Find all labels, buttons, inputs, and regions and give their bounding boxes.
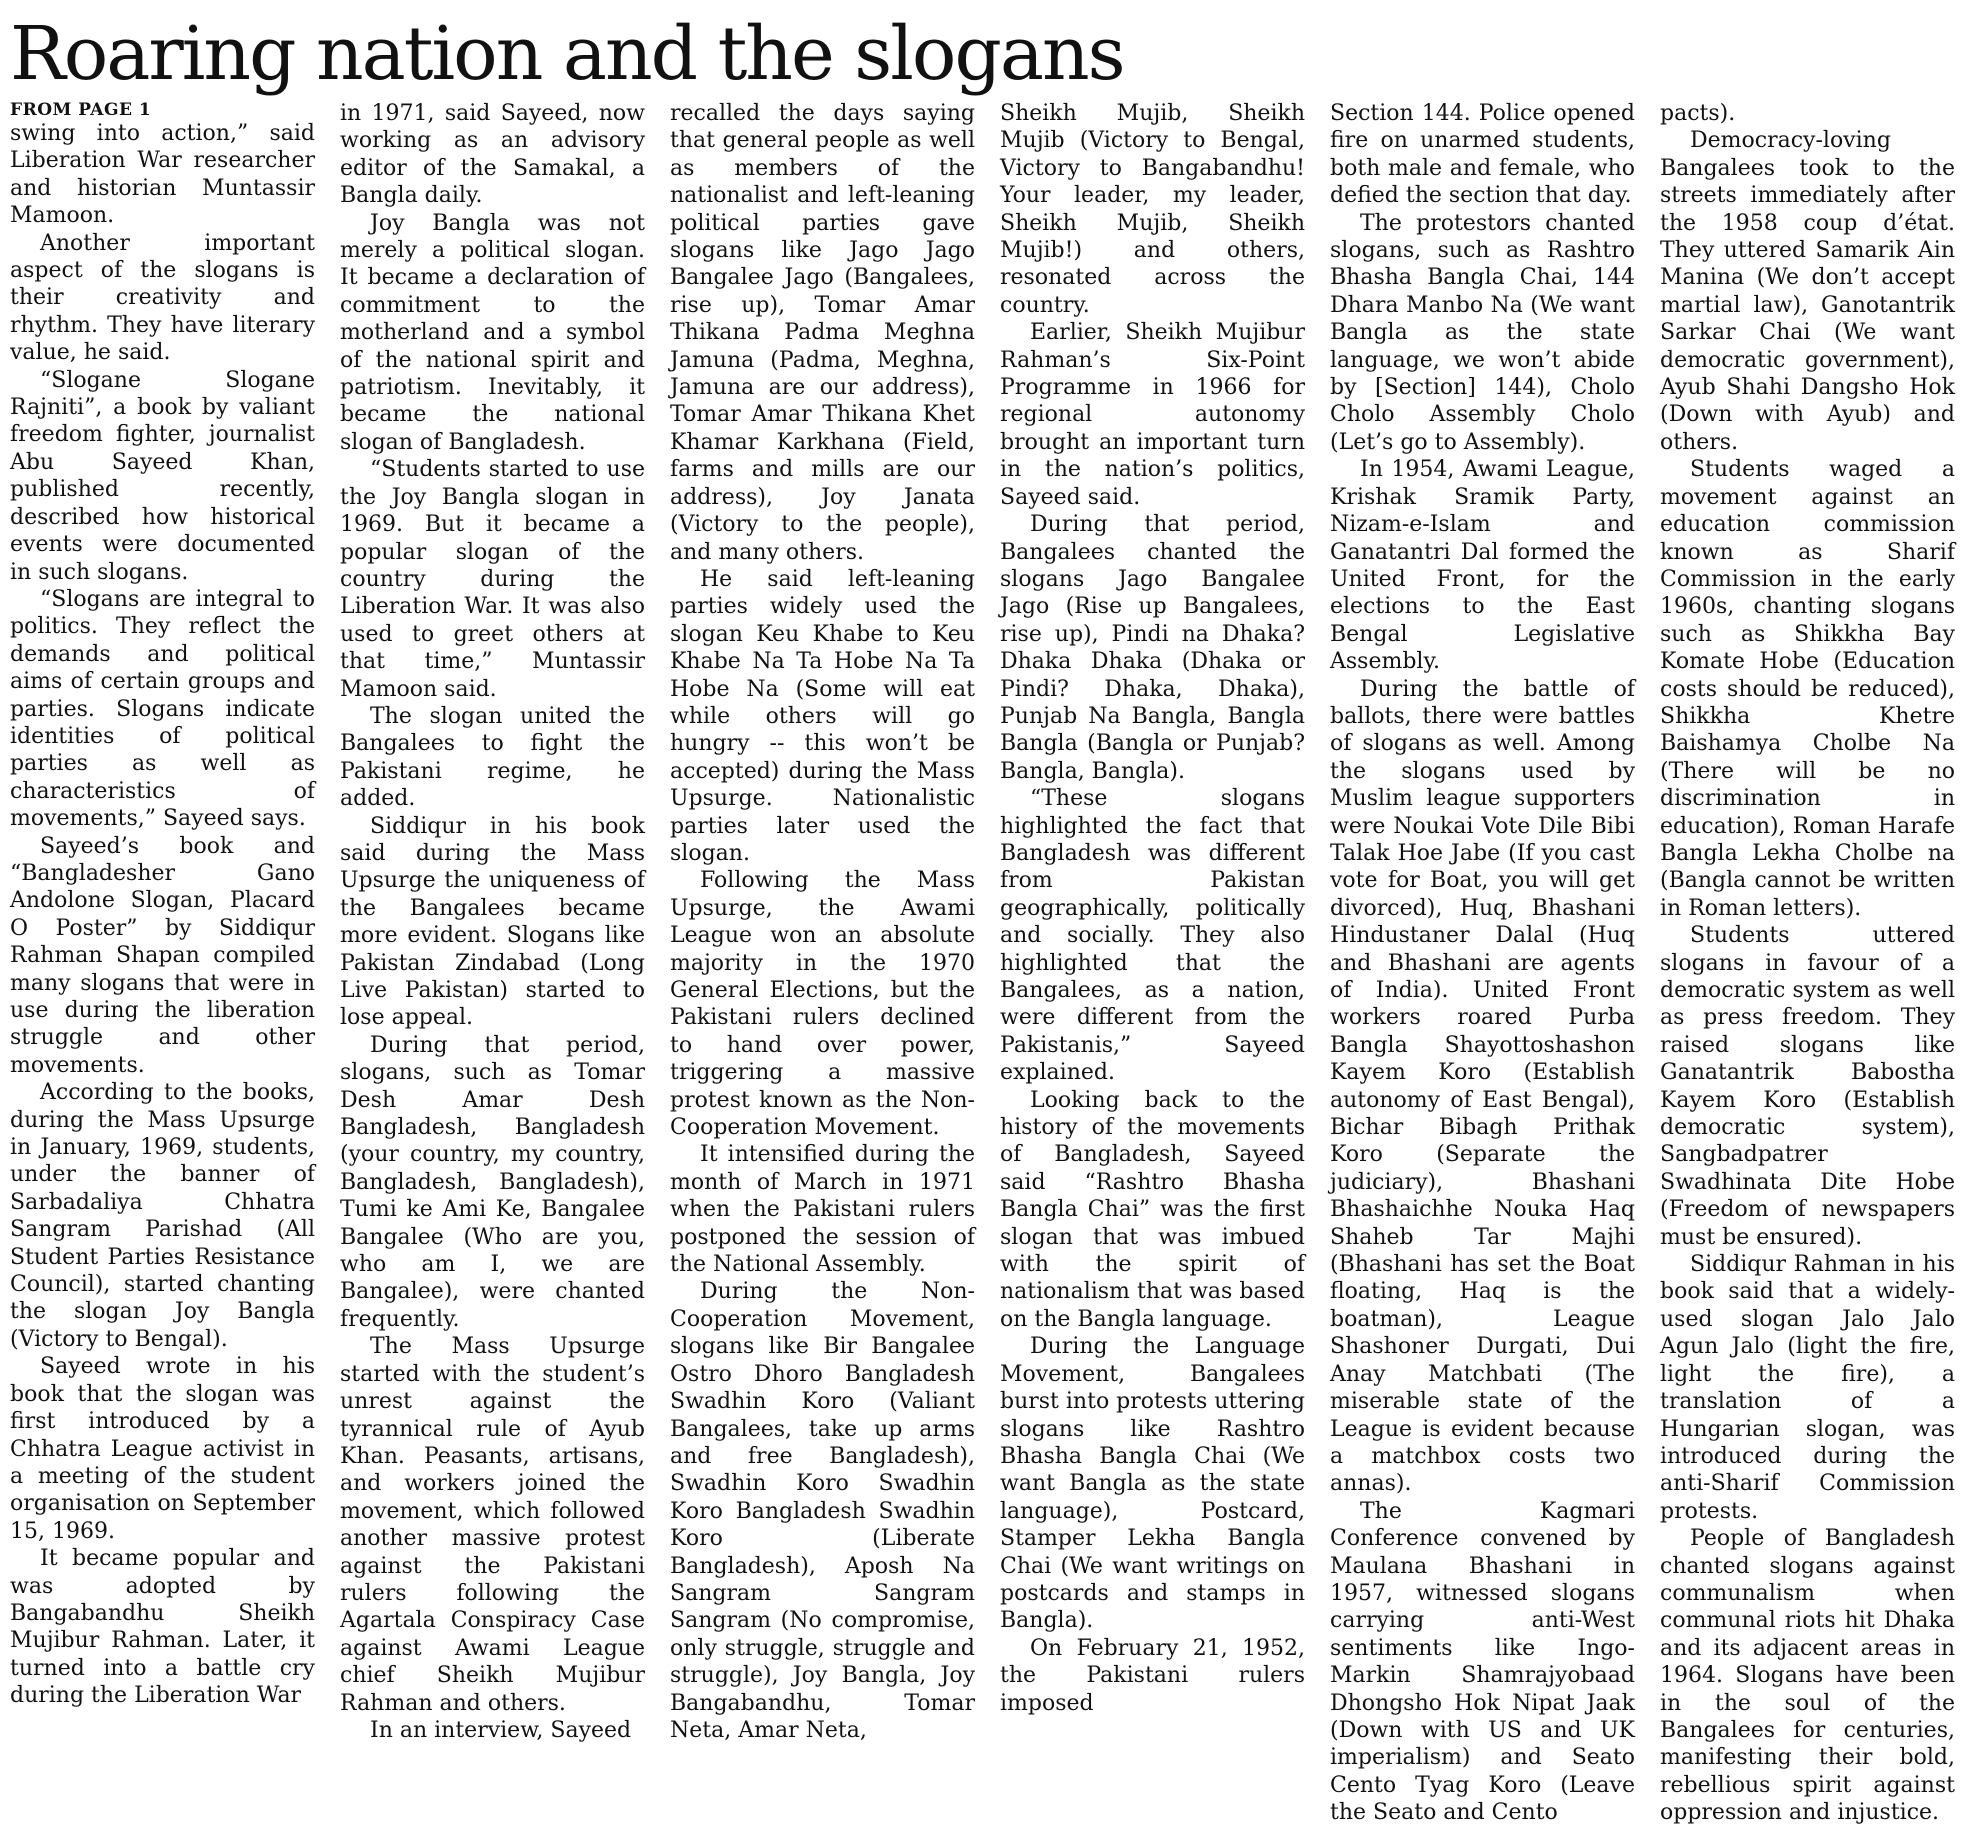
- paragraph: Students uttered slogans in favour of a democratic system as well as press freedom. They raised slogans like Ganatantrik Babostha Kayem Koro (Establish democratic system), Sangbadpatrer Swadhinata Dite Hobe (Freedom of newspapers must be ensured).: [1660, 923, 1955, 1250]
- paragraph: It became popular and was adopted by Bangabandhu Sheikh Mujibur Rahman. Later, it turned into a battle cry during the Liberation War: [10, 1546, 315, 1709]
- headline: Roaring nation and the slogans: [10, 11, 1124, 97]
- paragraph: During that period, Bangalees chanted the slogans Jago Bangalee Jago (Rise up Bangalees, rise up), Pindi na Dhaka? Dhaka Dhaka (Dhaka or Pindi? Dhaka, Dhaka), Punjab Na Bangla, Bangla Bangla (Bangla or Punjab? Bangla, Bangla).: [1000, 512, 1305, 784]
- column-6: [1660, 100, 1955, 1826]
- column-1: [10, 100, 315, 1709]
- paragraph: Joy Bangla was not merely a political slogan. It became a declaration of commitment to the motherland and a symbol of the national spirit and patriotism. Inevitably, it became the national slogan of Bangladesh.: [340, 210, 645, 455]
- paragraph: “Students started to use the Joy Bangla slogan in 1969. But it became a popular slogan of the country during the Liberation War. It was also used to greet others at that time,” Muntassir Mamoon said.: [340, 457, 645, 702]
- paragraph: In an interview, Sayeed: [370, 1717, 632, 1743]
- paragraph: “Slogans are integral to politics. They reflect the demands and political aims of certain groups and parties. Slogans indicate identities of political parties as well as characteristics of movements,” Sayeed says.: [10, 586, 315, 832]
- paragraph: in 1971, said Sayeed, now working as an advisory editor of the Samakal, a Bangla daily.: [340, 101, 645, 209]
- paragraph: During the Language Movement, Bangalees burst into protests uttering slogans like Rashtro Bhasha Bangla Chai (We want Bangla as the state language), Postcard, Stamper Lekha Bangla Chai (We want writings on postcards and stamps in Bangla).: [1000, 1334, 1305, 1634]
- column-4: [1000, 100, 1305, 1716]
- paragraph: Siddiqur in his book said during the Mass Upsurge the uniqueness of the Bangalees became more evident. Slogans like Pakistan Zindabad (Long Live Pakistan) started to lose appeal.: [340, 813, 645, 1031]
- paragraph: Siddiqur Rahman in his book said that a widely-used slogan Jalo Jalo Agun Jalo (light the fire, light the fire), a translation of a Hungarian slogan, was introduced during the anti-Sharif Commission protests.: [1660, 1252, 1955, 1524]
- column-5: [1330, 100, 1635, 1826]
- paragraph: Students waged a movement against an education commission known as Sharif Commission in the early 1960s, chanting slogans such as Shikkha Bay Komate Hobe (Education costs should be reduced), Shikkha Khetre Baishamya Cholbe Na (There will be no discrimination in education), Roman Harafe Bangla Lekha Cholbe na (Bangla cannot be written in Roman letters).: [1660, 457, 1955, 921]
- paragraph: Sayeed wrote in his book that the slogan was first introduced by a Chhatra League activist in a meeting of the student organisation on September 15, 1969.: [10, 1354, 315, 1544]
- paragraph: Section 144. Police opened fire on unarmed students, both male and female, who defied the section that day.: [1330, 101, 1635, 209]
- paragraph: It intensified during the month of March in 1971 when the Pakistani rulers postponed the session of the National Assembly.: [670, 1142, 975, 1278]
- paragraph: pacts).: [1660, 101, 1736, 126]
- paragraph: Another important aspect of the slogans is their creativity and rhythm. They have literary value, he said.: [10, 230, 315, 366]
- paragraph: Democracy-loving Bangalees took to the streets immediately after the 1958 coup d’état. They uttered Samarik Ain Manina (We don’t accept martial law), Ganotantrik Sarkar Chai (We want democratic government), Ayub Shahi Dangsho Hok (Down with Ayub) and others.: [1660, 128, 1955, 455]
- paragraph: He said left-leaning parties widely used the slogan Keu Khabe to Keu Khabe Na Ta Hobe Na Ta Hobe Na (Some will eat while others will go hungry -- this won’t be accepted) during the Mass Upsurge. Nationalistic parties later used the slogan.: [670, 566, 975, 866]
- paragraph: Following the Mass Upsurge, the Awami League won an absolute majority in the 1970 General Elections, but the Pakistani rulers declined to hand over power, triggering a massive protest known as the Non-Cooperation Movement.: [670, 868, 975, 1141]
- paragraph: People of Bangladesh chanted slogans against communalism when communal riots hit Dhaka and its adjacent areas in 1964. Slogans have been in the soul of the Bangalees for centuries, manifesting their bold, rebellious spirit against oppression and injustice.: [1660, 1526, 1955, 1826]
- paragraph: The slogan united the Bangalees to fight the Pakistani regime, he added.: [340, 703, 645, 812]
- column-2: [340, 100, 645, 1743]
- paragraph: During that period, slogans, such as Tomar Desh Amar Desh Bangladesh, Bangladesh (your country, my country, Bangladesh, Bangladesh), Tumi ke Ami Ke, Bangalee Bangalee (Who are you, who am I, we are Bangalee), were chanted frequently.: [340, 1032, 645, 1332]
- paragraph: Sheikh Mujib, Sheikh Mujib (Victory to Bengal, Victory to Bangabandhu! Your leader, my leader, Sheikh Mujib, Sheikh Mujib!) and others, resonated across the country.: [1000, 101, 1305, 318]
- paragraph: Sayeed’s book and “Bangladesher Gano Andolone Slogan, Placard O Poster” by Siddiqur Rahman Shapan compiled many slogans that were in use during the liberation struggle and other movements.: [10, 833, 315, 1078]
- continued-from-label: FROM PAGE 1: [10, 100, 152, 120]
- paragraph: Earlier, Sheikh Mujibur Rahman’s Six-Point Programme in 1966 for regional autonomy brought an important turn in the nation’s politics, Sayeed said.: [1000, 320, 1305, 510]
- paragraph: The Mass Upsurge started with the student’s unrest against the tyrannical rule of Ayub Khan. Peasants, artisans, and workers joined the movement, which followed another massive protest against the Pakistani rulers following the Agartala Conspiracy Case against Awami League chief Sheikh Mujibur Rahman and others.: [340, 1334, 645, 1716]
- paragraph: The Kagmari Conference convened by Maulana Bhashani in 1957, witnessed slogans carrying anti-West sentiments like Ingo-Markin Shamrajyobaad Dhongsho Hok Nipat Jaak (Down with US and UK imperialism) and Seato Cento Tyag Koro (Leave the Seato and Cento: [1330, 1498, 1635, 1826]
- paragraph: The protestors chanted slogans, such as Rashtro Bhasha Bangla Chai, 144 Dhara Manbo Na (We want Bangla as the state language, we won’t abide by [Section] 144), Cholo Cholo Assembly Cholo (Let’s go to Assembly).: [1330, 210, 1635, 455]
- paragraph: In 1954, Awami League, Krishak Sramik Party, Nizam-e-Islam and Ganatantri Dal formed the United Front, for the elections to the East Bengal Legislative Assembly.: [1330, 457, 1635, 675]
- paragraph: During the Non-Cooperation Movement, slogans like Bir Bangalee Ostro Dhoro Bangladesh Swadhin Koro (Valiant Bangalees, take up arms and free Bangladesh), Swadhin Koro Swadhin Koro Bangladesh Swadhin Koro (Liberate Bangladesh), Aposh Na Sangram Sangram Sangram (No compromise, only struggle, struggle and struggle), Joy Bangla, Joy Bangabandhu, Tomar Neta, Amar Neta,: [670, 1279, 975, 1743]
- paragraph: Looking back to the history of the movements of Bangladesh, Sayeed said “Rashtro Bhasha Bangla Chai” was the first slogan that was imbued with the spirit of nationalism that was based on the Bangla language.: [1000, 1087, 1305, 1332]
- paragraph: swing into action,” said Liberation War researcher and historian Muntassir Mamoon.: [10, 121, 315, 229]
- paragraph: recalled the days saying that general people as well as members of the nationalist and left-leaning political parties gave slogans like Jago Jago Bangalee Jago (Bangalees, rise up), Tomar Amar Thikana Padma Meghna Jamuna (Padma, Meghna, Jamuna are our address), Tomar Amar Thikana Khet Khamar Karkhana (Field, farms and mills are our address), Joy Janata (Victory to the people), and many others.: [670, 101, 975, 565]
- column-3: [670, 100, 975, 1743]
- paragraph: “Slogane Slogane Rajniti”, a book by valiant freedom fighter, journalist Abu Sayeed Khan, published recently, described how historical events were documented in such slogans.: [10, 367, 315, 585]
- paragraph: “These slogans highlighted the fact that Bangladesh was different from Pakistan geographically, politically and socially. They also highlighted that the Bangalees, as a nation, were different from the Pakistanis,” Sayeed explained.: [1000, 786, 1305, 1086]
- paragraph: According to the books, during the Mass Upsurge in January, 1969, students, under the banner of Sarbadaliya Chhatra Sangram Parishad (All Student Parties Resistance Council), started chanting the slogan Joy Bangla (Victory to Bengal).: [10, 1080, 315, 1352]
- paragraph: On February 21, 1952, the Pakistani rulers imposed: [1000, 1635, 1305, 1716]
- paragraph: During the battle of ballots, there were battles of slogans as well. Among the slogans used by Muslim league supporters were Noukai Vote Dile Bibi Talak Hoe Jabe (If you cast vote for Boat, you will get divorced), Huq, Bhashani Hindustaner Dalal (Huq and Bhashani are agents of India). United Front workers roared Purba Bangla Shayottoshashon Kayem Koro (Establish autonomy of East Bengal), Bichar Bibagh Prithak Koro (Separate the judiciary), Bhashani Bhashaichhe Nouka Haq Shaheb Tar Majhi (Bhashani has set the Boat floating, Haq is the boatman), League Shashoner Durgati, Dui Anay Matchbati (The miserable state of the League is evident because a matchbox costs two annas).: [1330, 676, 1635, 1497]
